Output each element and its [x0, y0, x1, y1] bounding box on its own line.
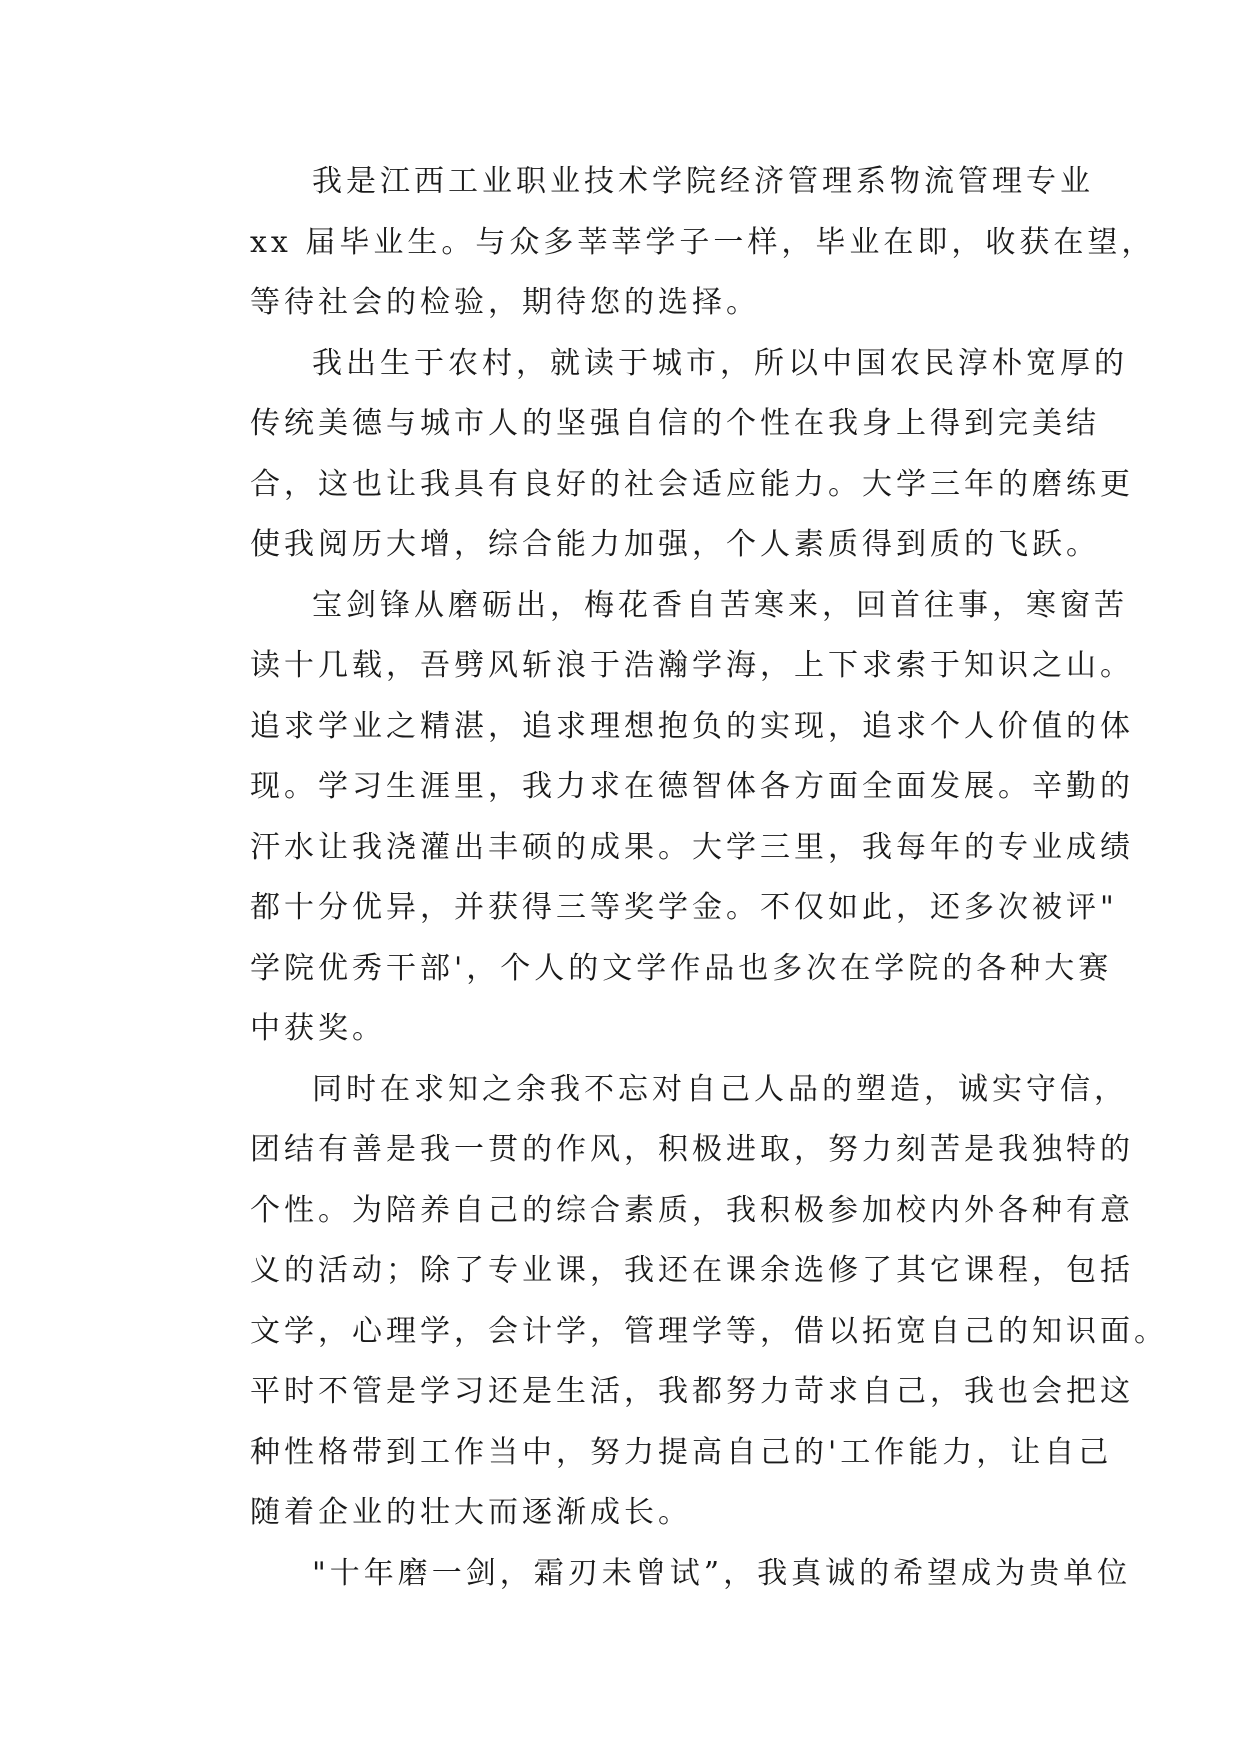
text-line: 合，这也让我具有良好的社会适应能力。大学三年的磨练更: [250, 466, 1134, 502]
text-line: "十年磨一剑，霜刃未曾试”，我真诚的希望成为贵单位: [312, 1555, 1132, 1591]
text-line: 同时在求知之余我不忘对自己人品的塑造，诚实守信，: [312, 1071, 1128, 1107]
text-line: 汗水让我浇灌出丰硕的成果。大学三里，我每年的专业成绩: [250, 829, 1134, 865]
text-line: 宝剑锋从磨砺出，梅花香自苦寒来，回首往事，寒窗苦: [312, 587, 1128, 623]
text-line: 我是江西工业职业技术学院经济管理系物流管理专业: [312, 164, 1094, 199]
text-line: 个性。为陪养自己的综合素质，我积极参加校内外各种有意: [250, 1192, 1134, 1228]
paragraph-3: [190, 576, 1134, 1060]
text-line: 团结有善是我一贯的作风，积极进取，努力刻苦是我独特的: [250, 1132, 1134, 1167]
document-body: [190, 152, 1168, 1604]
text-line: xx 届毕业生。与众多莘莘学子一样，毕业在即，收获在望，: [250, 224, 1156, 260]
text-line: 等待社会的检验，期待您的选择。: [250, 285, 760, 320]
text-line: 义的活动；除了专业课，我还在课余选修了其它课程，包括: [250, 1253, 1134, 1288]
text-line: 现。学习生涯里，我力求在德智体各方面全面发展。辛勤的: [250, 769, 1134, 804]
text-line: 都十分优异，并获得三等奖学金。不仅如此，还多次被评": [250, 890, 1118, 925]
text-line: 平时不管是学习还是生活，我都努力苛求自己，我也会把这: [250, 1374, 1134, 1409]
text-line: 读十几载，吾劈风斩浪于浩瀚学海，上下求索于知识之山。: [250, 648, 1134, 683]
paragraph-2: [190, 334, 1134, 576]
paragraph-4: [190, 1060, 1168, 1544]
paragraph-1: [190, 152, 1156, 334]
paragraph-5: [190, 1544, 1132, 1605]
text-line: 中获奖。: [250, 1011, 386, 1046]
text-line: 学院优秀干部'，个人的文学作品也多次在学院的各种大赛: [250, 950, 1113, 986]
text-line: 使我阅历大增，综合能力加强，个人素质得到质的飞跃。: [250, 527, 1100, 562]
text-line: 文学，心理学，会计学，管理学等，借以拓宽自己的知识面。: [250, 1313, 1168, 1349]
text-line: 追求学业之精湛，追求理想抱负的实现，追求个人价值的体: [250, 708, 1134, 744]
text-line: 随着企业的壮大而逐渐成长。: [250, 1495, 692, 1530]
text-line: 我出生于农村，就读于城市，所以中国农民淳朴宽厚的: [312, 345, 1128, 381]
text-line: 种性格带到工作当中，努力提高自己的'工作能力，让自己: [250, 1434, 1113, 1470]
text-line: 传统美德与城市人的坚强自信的个性在我身上得到完美结: [250, 406, 1100, 441]
